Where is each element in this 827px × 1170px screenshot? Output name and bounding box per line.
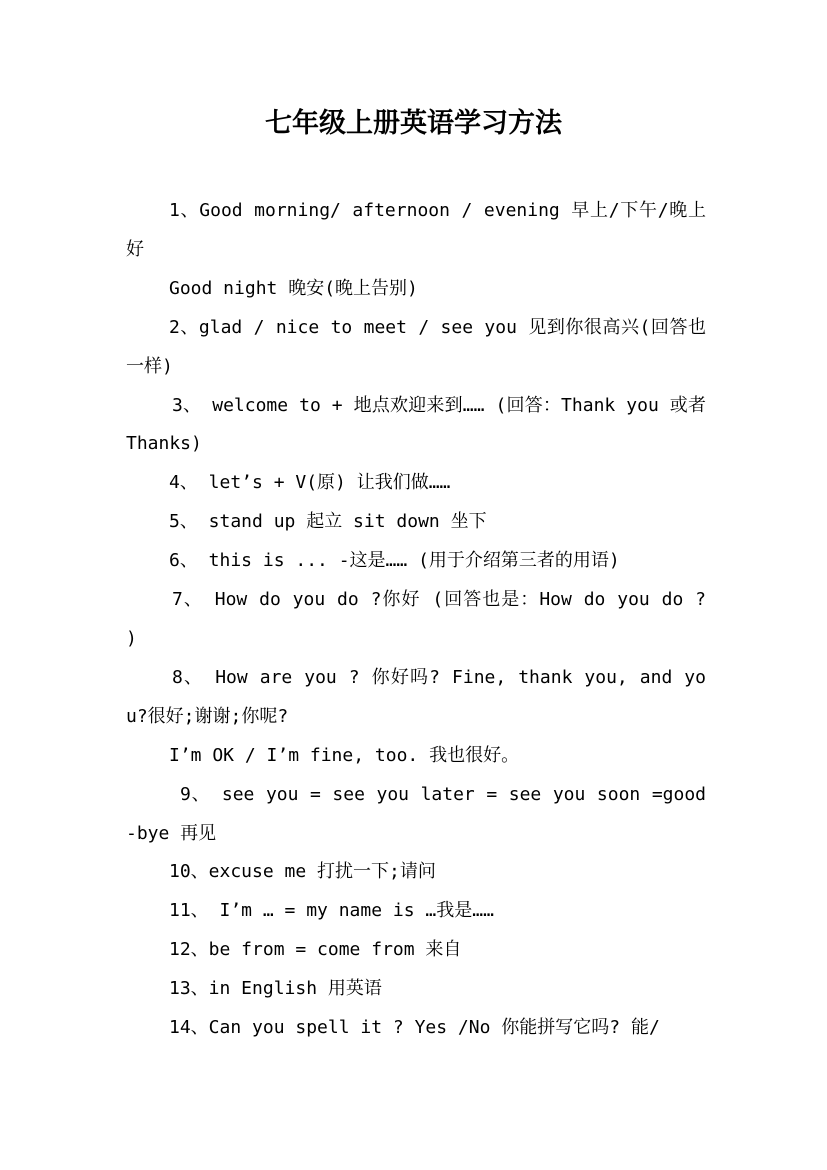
paragraph-14: 12、be from = come from 来自 [169, 939, 462, 961]
paragraph-8: 7、 How do you do ?你好 (回答也是：How do you do ? ) [126, 589, 706, 649]
paragraph-11: 9、 see you = see you later = see you soon =good-bye 再见 [126, 783, 706, 844]
paragraph-10: I’m OK / I’m fine, too. 我也很好。 [169, 744, 520, 766]
paragraph-3: 2、glad / nice to meet / see you 见到你很高兴(回答也一样) [126, 316, 706, 377]
paragraph-12: 10、excuse me 打扰一下;请问 [169, 861, 436, 883]
paragraph-6: 5、 stand up 起立 sit down 坐下 [169, 511, 487, 533]
paragraph-1: 1、Good morning/ afternoon / evening 早上/下午/晚上好 [126, 200, 706, 260]
document-body [126, 192, 706, 1048]
paragraph-2: Good night 晚安(晚上告别) [169, 277, 418, 299]
paragraph-5: 4、 let’s + V(原) 让我们做…… [169, 472, 451, 494]
paragraph-16: 14、Can you spell it ? Yes /No 你能拼写它吗? 能/ [169, 1017, 660, 1039]
paragraph-15: 13、in English 用英语 [169, 978, 382, 1000]
paragraph-9: 8、 How are you ? 你好吗? Fine, thank you, and you?很好;谢谢;你呢? [126, 666, 706, 727]
paragraph-13: 11、 I’m … = my name is …我是…… [169, 900, 494, 922]
document-title: 七年级上册英语学习方法 [265, 108, 562, 139]
paragraph-4: 3、 welcome to + 地点欢迎来到…… (回答：Thank you 或者 Thanks) [126, 394, 706, 455]
paragraph-7: 6、 this is ... -这是…… (用于介绍第三者的用语) [169, 550, 620, 572]
